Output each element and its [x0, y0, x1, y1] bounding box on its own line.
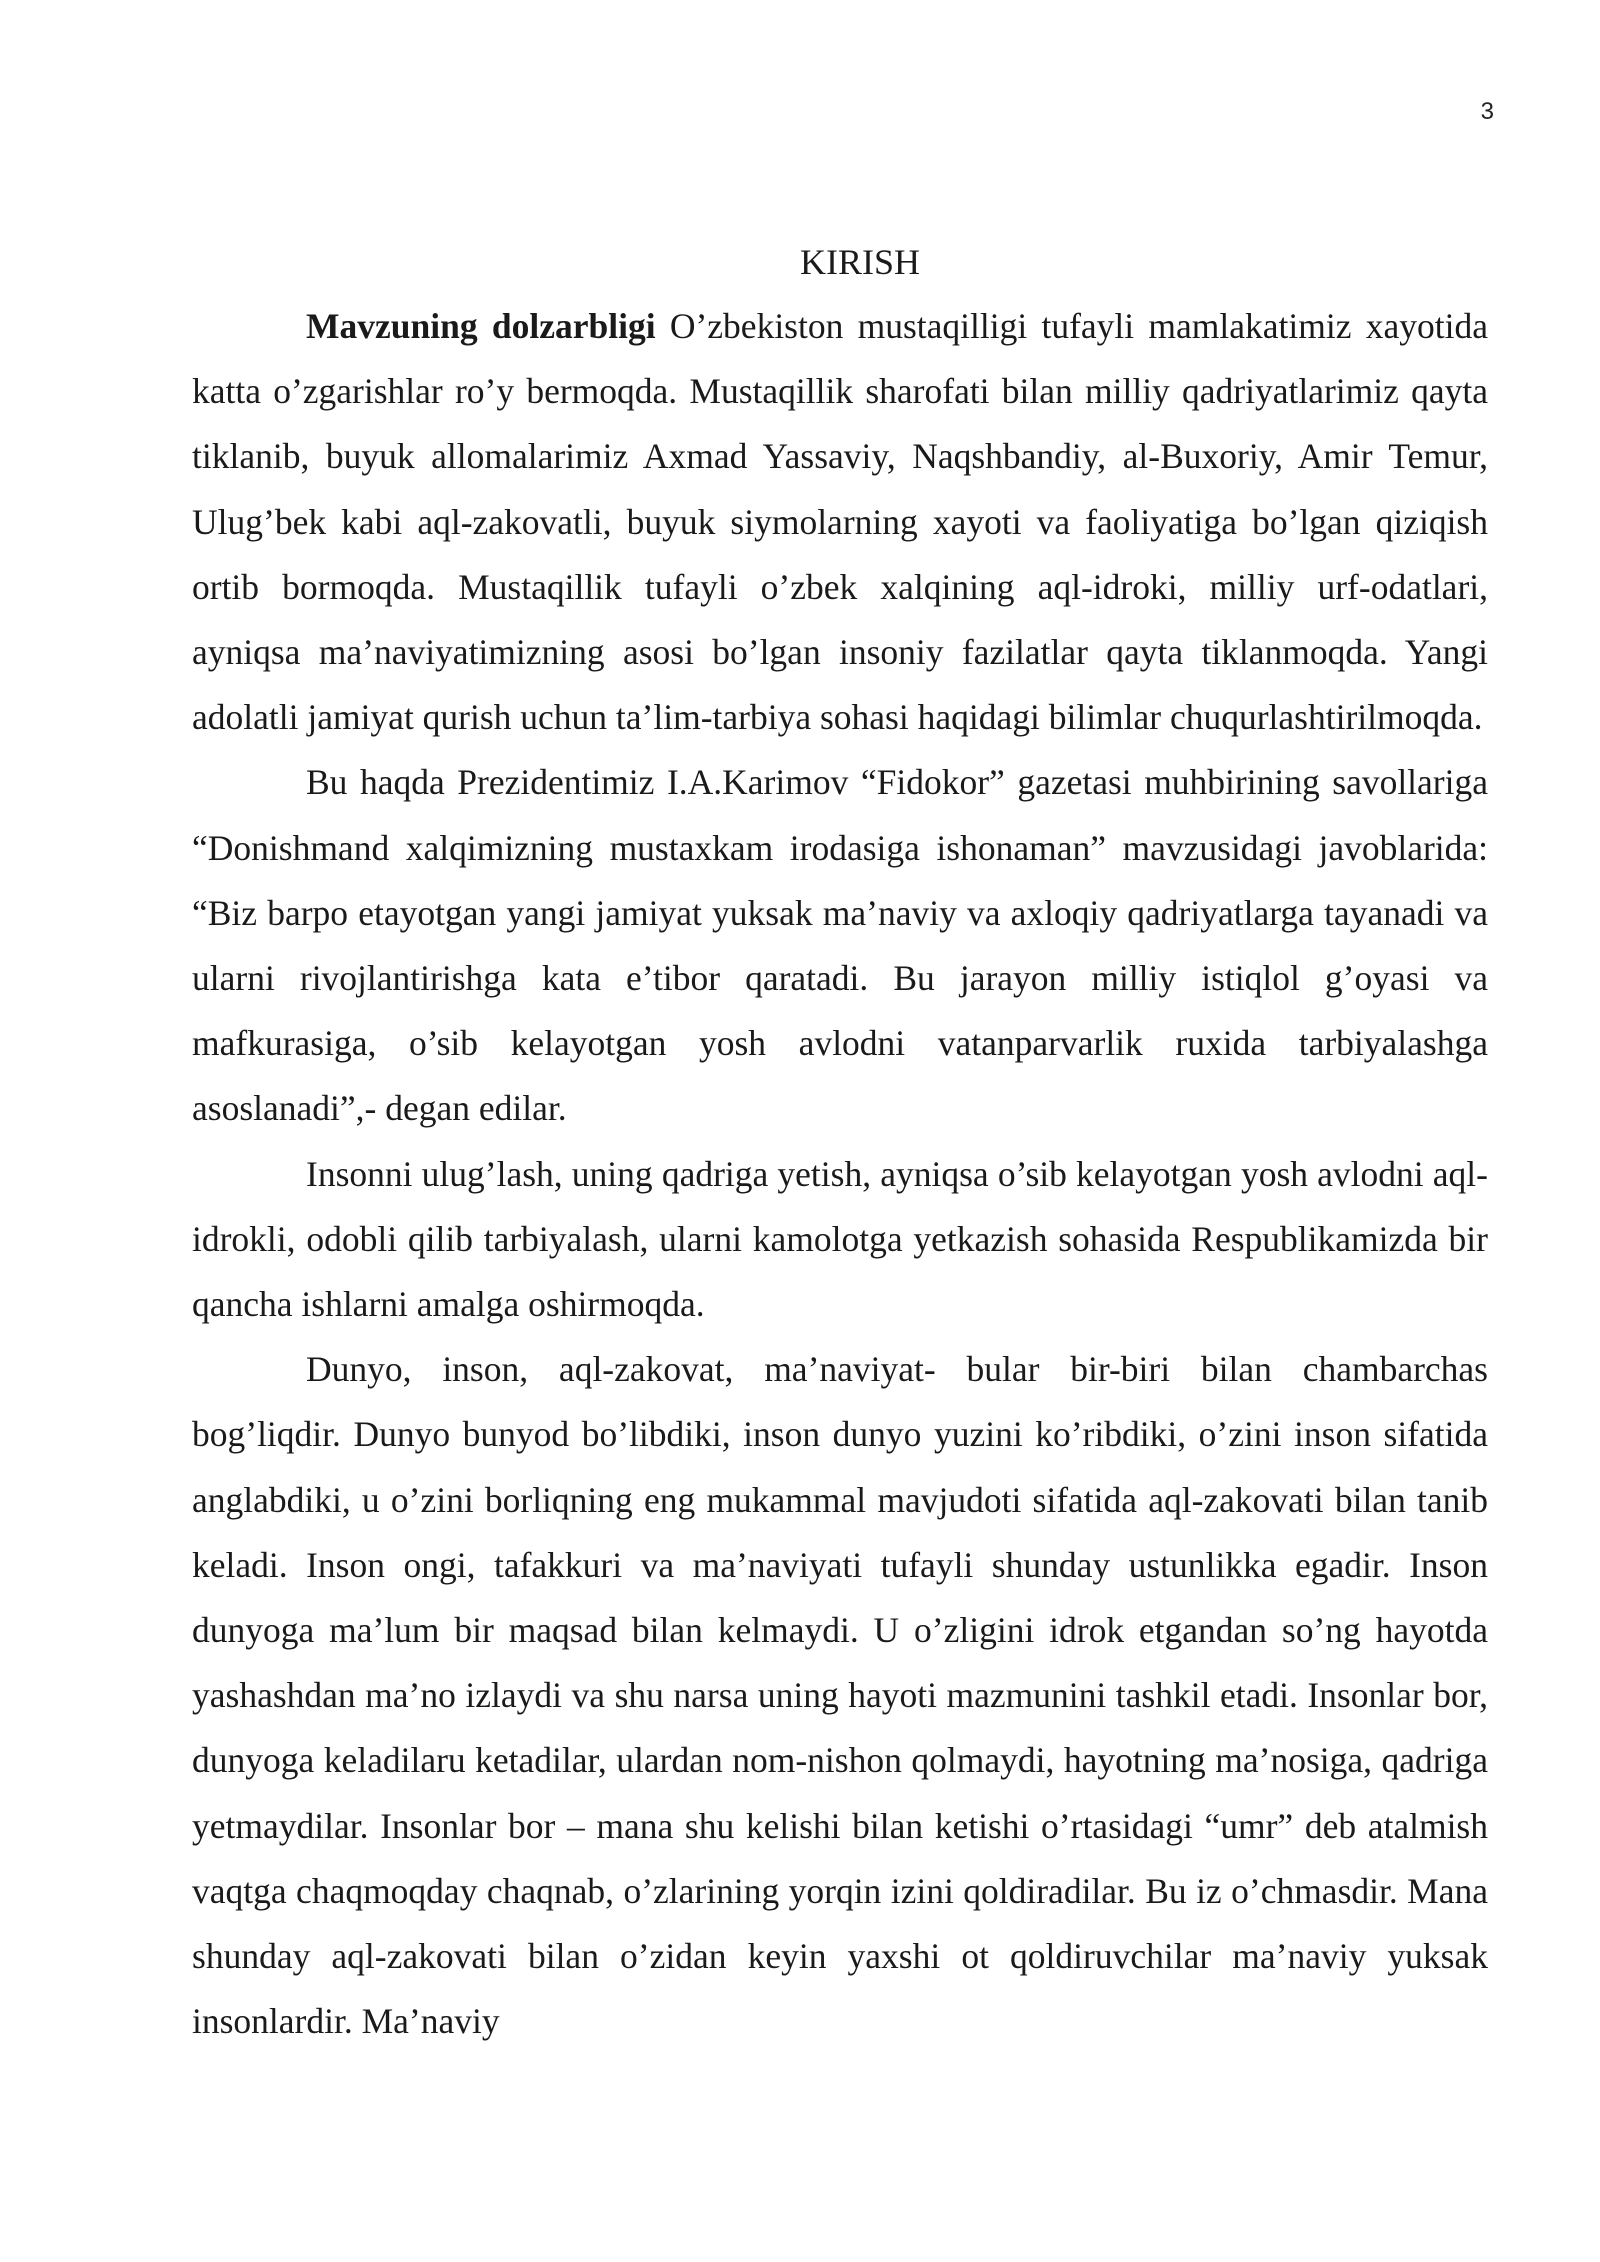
paragraph-4: Dunyo, inson, aql-zakovat, ma’naviyat- bular bir-biri bilan chambarchas bog’liqdir. Dunyo bunyod bo’libdiki, inson dunyo yuzini ko’ribdiki, o’zini inson sifatida anglabdiki, u o’zini borliqning eng mukammal mavjudoti sifatida aql-zakovati bilan tanib keladi. Inson ongi, tafakkuri va ma’naviyati tufayli shunday ustunlikka egadir. Inson dunyoga ma’lum bir maqsad bilan kelmaydi. U o’zligini idrok etgandan so’ng hayotda yashashdan ma’no izlaydi va shu narsa uning hayoti mazmunini tashkil etadi. Insonlar bor, dunyoga keladilaru ketadilar, ulardan nom-nishon qolmaydi, hayotning ma’nosiga, qadriga yetmaydilar. Insonlar bor – mana shu kelishi bilan ketishi o’rtasidagi “umr” deb atalmish vaqtga chaqmoqday chaqnab, o’zlarining yorqin izini qoldiradilar. Bu iz o’chmasdir. Mana shunday aql-zakovati bilan o’zidan keyin yaxshi ot qoldiruvchilar ma’naviy yuksak insonlardir. Ma’naviy	[192, 1349, 1488, 2042]
paragraph-3: Insonni ulug’lash, uning qadriga yetish, ayniqsa o’sib kelayotgan yosh avlodni aql-idrokli, odobli qilib tarbiyalash, ularni kamolotga yetkazish sohasida Respublikamizda bir qancha ishlarni amalga oshirmoqda.	[192, 1153, 1488, 1325]
page-number: 3	[1480, 98, 1494, 125]
paragraph-2: Bu haqda Prezidentimiz I.A.Karimov “Fidokor” gazetasi muhbirining savollariga “Donishmand xalqimizning mustaxkam irodasiga ishonaman” mavzusidagi javoblarida: “Biz barpo etayotgan yangi jamiyat yuksak ma’naviy va axloqiy qadriyatlarga tayanadi va ularni rivojlantirishga kata e’tibor qaratadi. Bu jarayon milliy istiqlol g’oyasi va mafkurasiga, o’sib kelayotgan yosh avlodni vatanparvarlik ruxida tarbiyalashga asoslanadi”,- degan edilar.	[192, 762, 1488, 1129]
document-body	[192, 230, 1488, 2054]
paragraph-1-lead: Mavzuning dolzarbligi	[306, 306, 656, 346]
paragraph-1-text: O’zbekiston mustaqilligi tufayli mamlakatimiz xayotida katta o’zgarishlar ro’y bermoqda. Mustaqillik sharofati bilan milliy qadriyatlarimiz qayta tiklanib, buyuk allomalarimiz Axmad Yassaviy, Naqshbandiy, al-Buxoriy, Amir Temur, Ulug’bek kabi aql-zakovatli, buyuk siymolarning xayoti va faoliyatiga bo’lgan qiziqish ortib bormoqda. Mustaqillik tufayli o’zbek xalqining aql-idroki, milliy urf-odatlari, ayniqsa ma’naviyatimizning asosi bo’lgan insoniy fazilatlar qayta tiklanmoqda. Yangi adolatli jamiyat qurish uchun ta’lim-tarbiya sohasi haqidagi bilimlar chuqurlashtirilmoqda.	[192, 306, 1488, 738]
paragraph-1	[192, 294, 1488, 750]
section-title: KIRISH	[799, 242, 920, 282]
